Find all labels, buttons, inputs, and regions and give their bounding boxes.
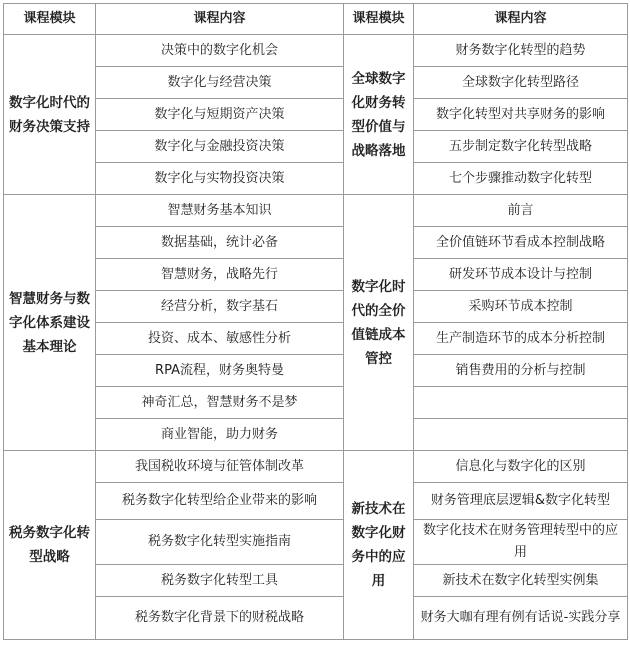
content-cell: 数据基础，统计必备: [96, 227, 344, 259]
table-row: [4, 565, 628, 597]
table-row: [4, 483, 628, 520]
content-cell: 采购环节成本控制: [414, 291, 628, 323]
table-row: [4, 67, 628, 99]
header-content-left: 课程内容: [96, 4, 344, 35]
content-cell: 财务大咖有理有例有话说-实践分享: [414, 597, 628, 640]
content-cell: 前言: [414, 195, 628, 227]
content-cell: 税务数字化转型实施指南: [96, 520, 344, 565]
content-cell: 财务数字化转型的趋势: [414, 35, 628, 67]
content-cell: 全价值链环节看成本控制战略: [414, 227, 628, 259]
table-row: [4, 131, 628, 163]
table-row: [4, 520, 628, 565]
content-cell: 智慧财务基本知识: [96, 195, 344, 227]
content-cell: 我国税收环境与征管体制改革: [96, 451, 344, 483]
module-cell: 税务数字化转型战略: [4, 451, 96, 640]
header-module-left: 课程模块: [4, 4, 96, 35]
content-cell: 生产制造环节的成本分析控制: [414, 323, 628, 355]
content-cell: 销售费用的分析与控制: [414, 355, 628, 387]
module-cell: 智慧财务与数字化体系建设基本理论: [4, 195, 96, 451]
table-row: [4, 291, 628, 323]
table-row: [4, 419, 628, 451]
content-cell: 经营分析，数字基石: [96, 291, 344, 323]
content-cell: 智慧财务，战略先行: [96, 259, 344, 291]
table-row: [4, 387, 628, 419]
content-cell: 七个步骤推动数字化转型: [414, 163, 628, 195]
course-table: [3, 3, 628, 640]
content-cell: 投资、成本、敏感性分析: [96, 323, 344, 355]
content-cell: 税务数字化背景下的财税战略: [96, 597, 344, 640]
table-row: [4, 35, 628, 67]
content-cell-empty: [414, 419, 628, 451]
header-row: [4, 4, 628, 35]
content-cell: 税务数字化转型工具: [96, 565, 344, 597]
content-cell: 数字化转型对共享财务的影响: [414, 99, 628, 131]
table-row: [4, 597, 628, 640]
content-cell: 数字化与短期资产决策: [96, 99, 344, 131]
header-module-right: 课程模块: [344, 4, 414, 35]
module-cell: 新技术在数字化财务中的应用: [344, 451, 414, 640]
content-cell: 数字化与实物投资决策: [96, 163, 344, 195]
content-cell: 全球数字化转型路径: [414, 67, 628, 99]
content-cell: 数字化技术在财务管理转型中的应用: [414, 520, 628, 565]
content-cell: 新技术在数字化转型实例集: [414, 565, 628, 597]
module-cell: 数字化时代的财务决策支持: [4, 35, 96, 195]
content-cell: 神奇汇总，智慧财务不是梦: [96, 387, 344, 419]
content-cell: 税务数字化转型给企业带来的影响: [96, 483, 344, 520]
table-row: [4, 451, 628, 483]
header-content-right: 课程内容: [414, 4, 628, 35]
content-cell: 数字化与经营决策: [96, 67, 344, 99]
table-row: [4, 99, 628, 131]
content-cell: 研发环节成本设计与控制: [414, 259, 628, 291]
table-row: [4, 355, 628, 387]
module-cell: 全球数字化财务转型价值与战略落地: [344, 35, 414, 195]
table-row: [4, 323, 628, 355]
table-row: [4, 259, 628, 291]
table-row: [4, 195, 628, 227]
content-cell: 商业智能，助力财务: [96, 419, 344, 451]
content-cell: RPA流程，财务奥特曼: [96, 355, 344, 387]
content-cell: 数字化与金融投资决策: [96, 131, 344, 163]
content-cell: 决策中的数字化机会: [96, 35, 344, 67]
content-cell-empty: [414, 387, 628, 419]
content-cell: 五步制定数字化转型战略: [414, 131, 628, 163]
module-cell: 数字化时代的全价值链成本管控: [344, 195, 414, 451]
table-row: [4, 227, 628, 259]
content-cell: 财务管理底层逻辑&数字化转型: [414, 483, 628, 520]
table-row: [4, 163, 628, 195]
content-cell: 信息化与数字化的区别: [414, 451, 628, 483]
